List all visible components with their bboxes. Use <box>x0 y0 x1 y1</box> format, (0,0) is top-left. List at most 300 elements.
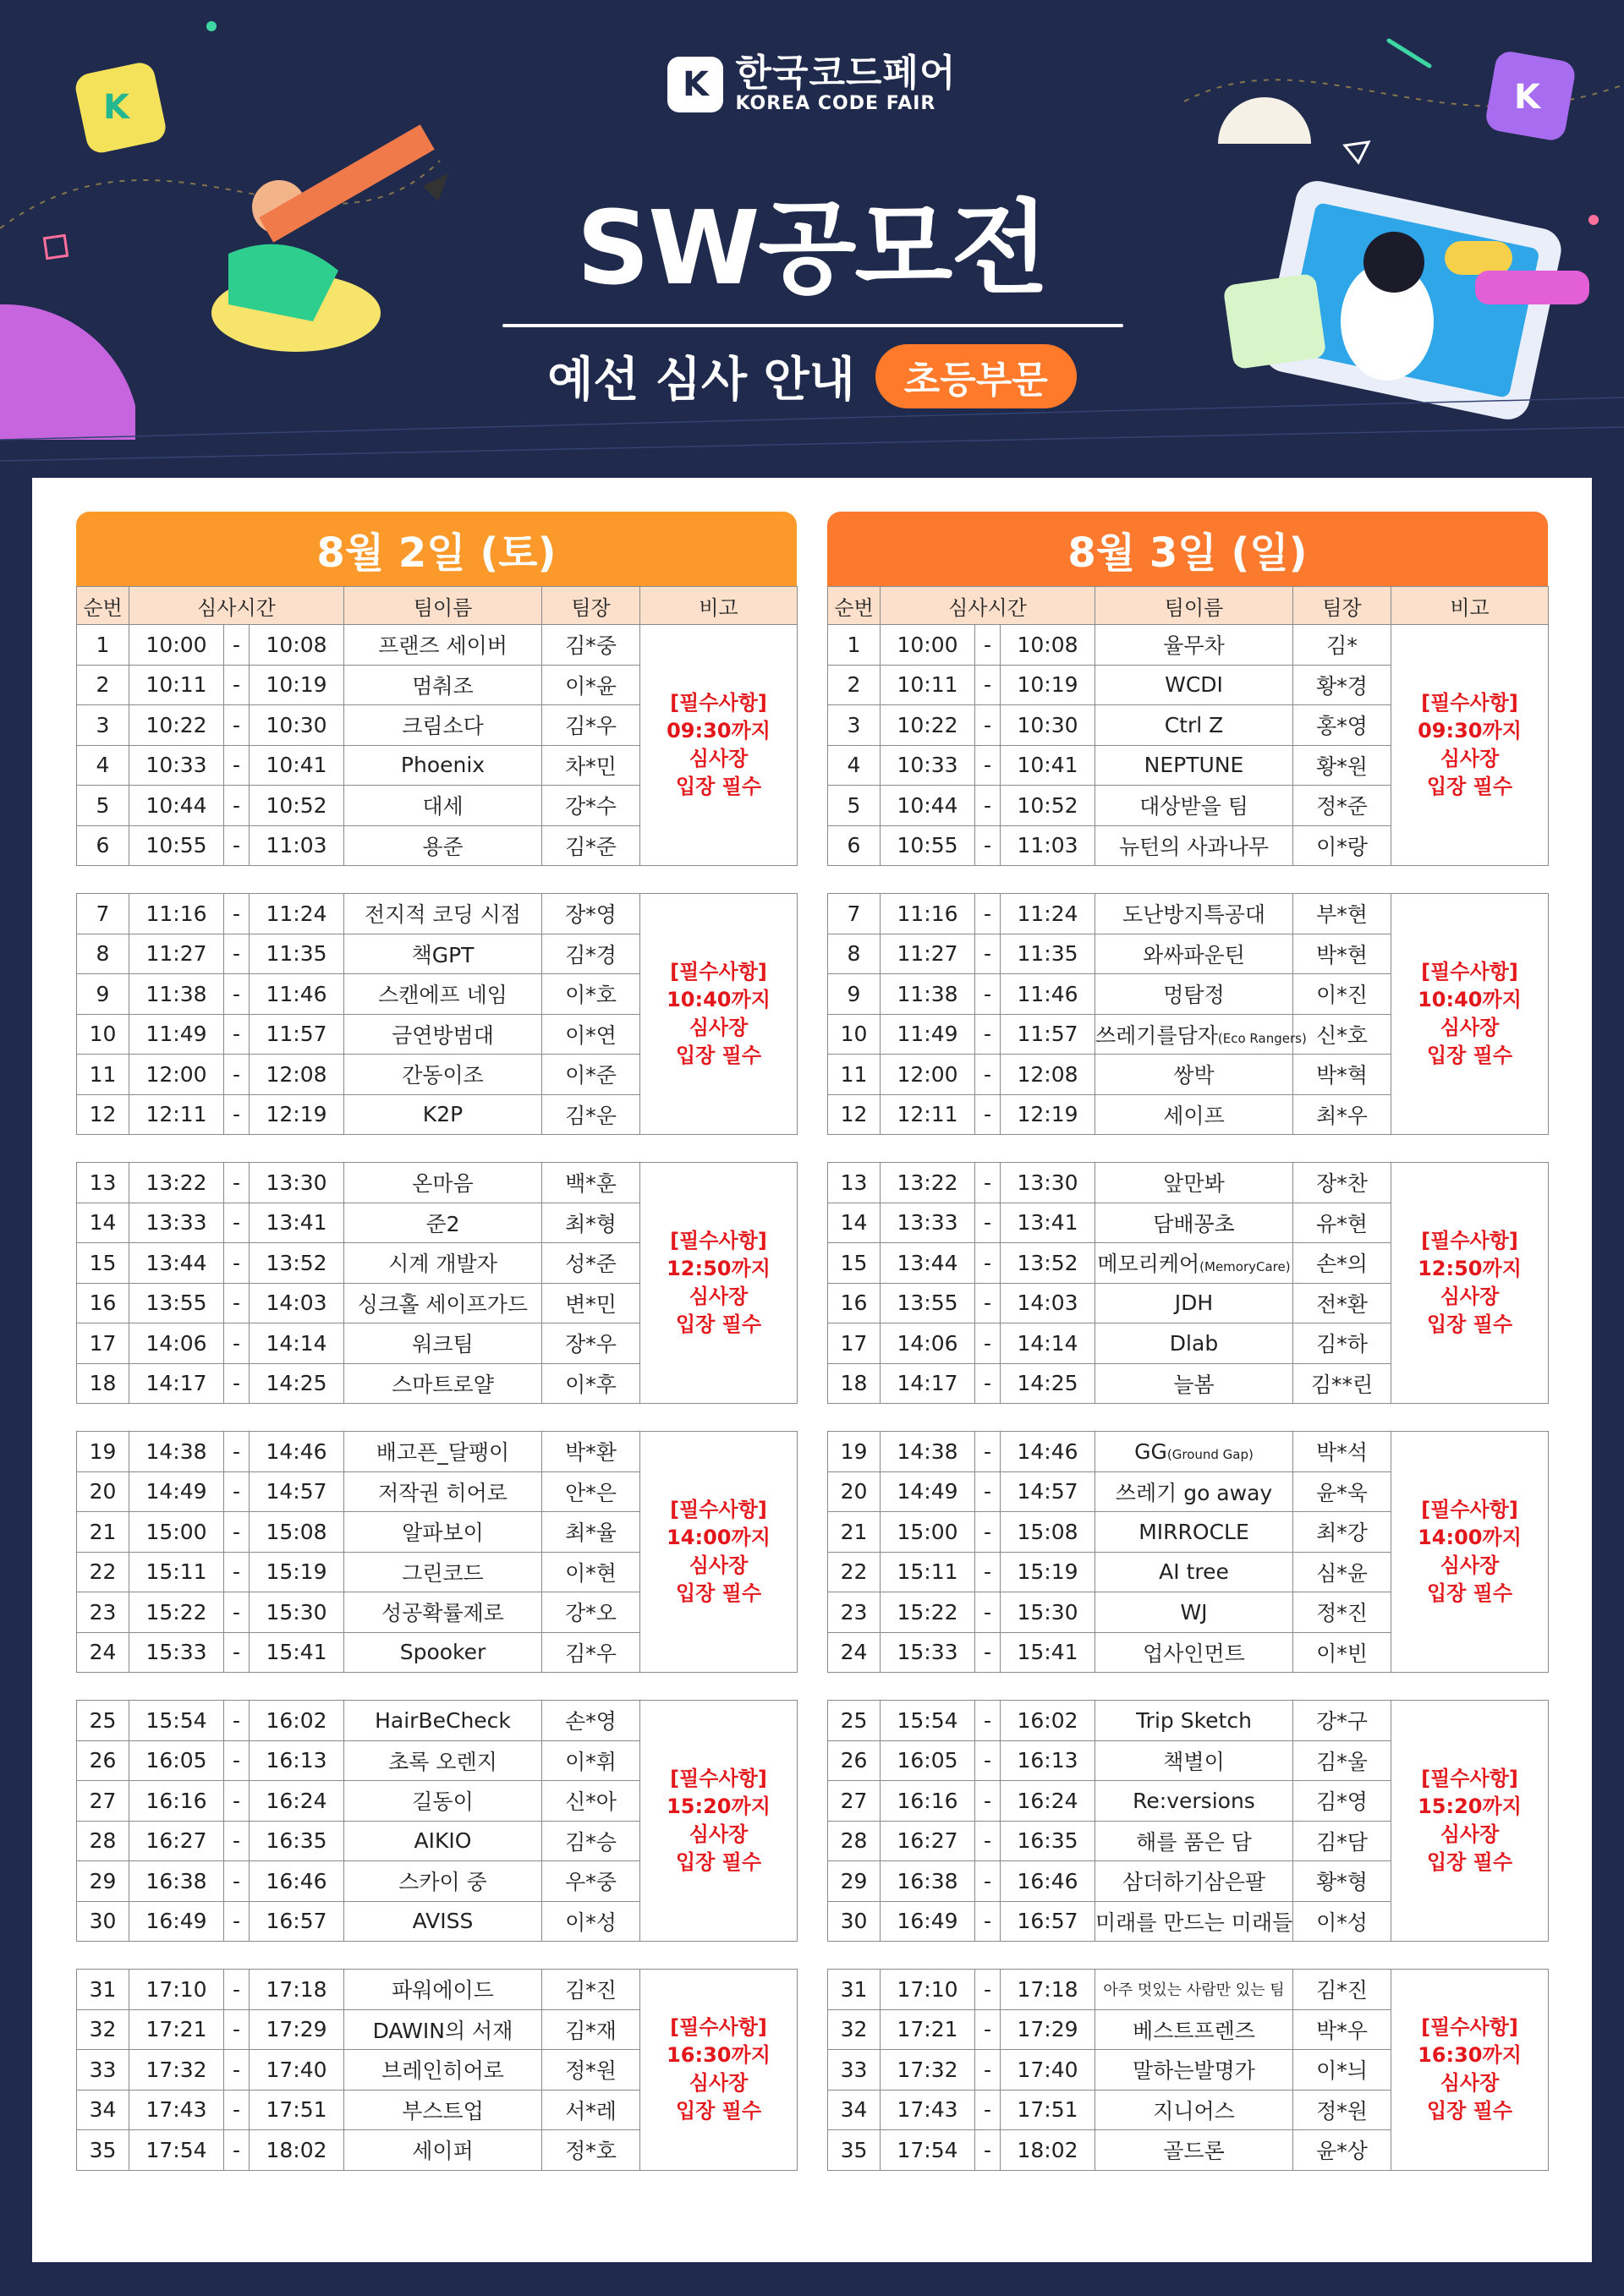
entry-notice-line: [필수사항] <box>670 1498 767 1521</box>
team-leader: 이*호 <box>542 974 640 1015</box>
time-separator: - <box>224 2050 250 2091</box>
table-row <box>77 1432 798 1472</box>
team-name-text: 담배꽁초 <box>1153 1211 1235 1236</box>
team-name <box>1095 1163 1293 1203</box>
team-name-text: 쓰레기를담자 <box>1095 1022 1218 1048</box>
time-separator: - <box>224 1970 250 2010</box>
group-spacer <box>77 1135 798 1163</box>
team-name <box>1095 1014 1307 1055</box>
team-name-text: 책GPT <box>411 942 475 967</box>
column-header-time: 심사시간 <box>129 587 344 625</box>
time-separator: - <box>224 1552 250 1592</box>
order-number: 30 <box>828 1901 881 1942</box>
time-separator: - <box>975 1632 1001 1673</box>
order-number: 27 <box>77 1781 129 1822</box>
time-separator: - <box>975 1055 1001 1095</box>
team-name-text: Spooker <box>399 1640 486 1665</box>
time-separator: - <box>975 1512 1001 1553</box>
order-number: 26 <box>77 1740 129 1781</box>
team-name-text: 대상받을 팀 <box>1139 794 1248 819</box>
team-name <box>344 1323 542 1364</box>
order-number: 4 <box>77 745 129 786</box>
korea-code-fair-logo <box>0 54 1624 114</box>
order-number: 31 <box>77 1970 129 2010</box>
team-name <box>1095 2130 1293 2171</box>
team-name-text: 멍탐정 <box>1163 983 1225 1008</box>
team-leader: 이*랑 <box>1293 825 1391 866</box>
team-leader: 손*의 <box>1293 1243 1391 1284</box>
team-name <box>344 894 542 934</box>
end-time: 17:40 <box>1001 2050 1095 2091</box>
schedule-table <box>827 586 1549 2171</box>
start-time: 14:17 <box>881 1363 975 1404</box>
logo-english-text: KOREA CODE FAIR <box>735 93 936 114</box>
end-time: 11:24 <box>250 894 344 934</box>
time-separator: - <box>975 1243 1001 1284</box>
time-separator: - <box>975 1014 1001 1055</box>
end-time: 16:02 <box>1001 1701 1095 1741</box>
team-name-text: 용준 <box>422 834 464 859</box>
time-separator: - <box>975 745 1001 786</box>
order-number: 4 <box>828 745 881 786</box>
end-time: 15:30 <box>1001 1592 1095 1633</box>
team-name-text: 싱크홀 세이프가드 <box>357 1291 529 1317</box>
end-time: 11:46 <box>1001 974 1095 1015</box>
time-separator: - <box>224 974 250 1015</box>
group-spacer <box>77 1942 798 1970</box>
team-leader: 장*찬 <box>1293 1163 1391 1203</box>
team-leader: 이*성 <box>1293 1901 1391 1942</box>
team-leader: 최*형 <box>542 1203 640 1243</box>
team-name <box>1095 1970 1293 2010</box>
order-number: 35 <box>828 2130 881 2171</box>
table-row <box>828 1701 1549 1741</box>
start-time: 15:11 <box>129 1552 224 1592</box>
team-leader: 박*혁 <box>1293 1055 1391 1095</box>
start-time: 16:27 <box>129 1821 224 1861</box>
entry-notice <box>640 625 798 866</box>
start-time: 10:55 <box>129 825 224 866</box>
entry-notice <box>1391 1432 1549 1673</box>
team-leader: 김*영 <box>1293 1781 1391 1822</box>
team-leader: 강*오 <box>542 1592 640 1633</box>
team-leader: 김*우 <box>542 705 640 746</box>
group-spacer <box>77 1404 798 1432</box>
team-name <box>344 2130 542 2171</box>
start-time: 10:00 <box>129 625 224 666</box>
end-time: 10:19 <box>1001 665 1095 705</box>
end-time: 12:19 <box>250 1094 344 1135</box>
end-time: 15:41 <box>1001 1632 1095 1673</box>
start-time: 15:33 <box>881 1632 975 1673</box>
team-leader: 박*우 <box>1293 2009 1391 2050</box>
start-time: 13:22 <box>881 1163 975 1203</box>
team-name-text: 쓰레기 go away <box>1115 1480 1273 1505</box>
entry-notice-line: [필수사항] <box>670 2015 767 2040</box>
team-leader: 강*수 <box>542 786 640 826</box>
table-row <box>828 1970 1549 2010</box>
team-name-text: 미래를 만드는 미래들 <box>1095 1910 1293 1935</box>
table-row <box>828 1163 1549 1203</box>
team-leader: 서*레 <box>542 2090 640 2130</box>
start-time: 10:44 <box>881 786 975 826</box>
end-time: 18:02 <box>250 2130 344 2171</box>
end-time: 14:25 <box>250 1363 344 1404</box>
group-spacer <box>828 1404 1549 1432</box>
team-name <box>344 2009 542 2050</box>
team-leader: 김*운 <box>542 1094 640 1135</box>
start-time: 11:16 <box>881 894 975 934</box>
order-number: 16 <box>77 1283 129 1323</box>
time-separator: - <box>975 1592 1001 1633</box>
entry-notice-line: [필수사항] <box>670 1229 767 1252</box>
team-name-text: 그린코드 <box>402 1560 484 1586</box>
time-separator: - <box>975 665 1001 705</box>
end-time: 15:30 <box>250 1592 344 1633</box>
order-number: 13 <box>828 1163 881 1203</box>
start-time: 13:55 <box>129 1283 224 1323</box>
team-name-text: K2P <box>422 1102 464 1127</box>
team-name <box>1095 1243 1293 1284</box>
start-time: 17:32 <box>129 2050 224 2091</box>
order-number: 9 <box>77 974 129 1015</box>
team-leader: 황*원 <box>1293 745 1391 786</box>
team-name <box>1095 1323 1293 1364</box>
time-separator: - <box>975 1861 1001 1902</box>
team-name-text: 배고픈_달팽이 <box>376 1440 510 1466</box>
team-name <box>1095 1592 1293 1633</box>
time-separator: - <box>224 894 250 934</box>
start-time: 13:44 <box>881 1243 975 1284</box>
team-leader: 이*진 <box>1293 974 1391 1015</box>
start-time: 13:22 <box>129 1163 224 1203</box>
entry-notice-line: 입장 필수 <box>675 775 762 798</box>
entry-notice-line: 입장 필수 <box>1426 1581 1513 1605</box>
entry-notice <box>1391 1701 1549 1942</box>
team-leader: 김*담 <box>1293 1821 1391 1861</box>
team-leader: 최*우 <box>1293 1094 1391 1135</box>
end-time: 10:19 <box>250 665 344 705</box>
start-time: 12:11 <box>129 1094 224 1135</box>
team-name-text: GG <box>1134 1438 1167 1464</box>
team-name-text: HairBeCheck <box>375 1707 511 1733</box>
team-name <box>1095 1055 1293 1095</box>
time-separator: - <box>975 1781 1001 1822</box>
team-leader: 김*진 <box>542 1970 640 2010</box>
order-number: 12 <box>77 1094 129 1135</box>
entry-notice-line: 10:40까지 <box>667 988 771 1011</box>
end-time: 10:08 <box>250 625 344 666</box>
column-header-no: 순번 <box>828 587 881 625</box>
order-number: 11 <box>828 1055 881 1095</box>
order-number: 23 <box>828 1592 881 1633</box>
time-separator: - <box>975 1471 1001 1512</box>
start-time: 16:27 <box>881 1821 975 1861</box>
team-name-text: 늘봄 <box>1173 1372 1215 1397</box>
end-time: 17:51 <box>250 2090 344 2130</box>
start-time: 14:49 <box>129 1471 224 1512</box>
entry-notice-line: 심사장 <box>1440 1553 1500 1577</box>
order-number: 5 <box>828 786 881 826</box>
team-name-text: 파워에이드 <box>392 1978 494 2003</box>
team-leader: 이*성 <box>542 1901 640 1942</box>
time-separator: - <box>975 1901 1001 1942</box>
team-name-text: 부스트업 <box>402 2098 484 2123</box>
time-separator: - <box>224 1740 250 1781</box>
team-name <box>1095 1781 1293 1822</box>
team-leader: 이*윤 <box>542 665 640 705</box>
team-name-text: 앞만봐 <box>1163 1171 1225 1197</box>
order-number: 20 <box>77 1471 129 1512</box>
end-time: 16:24 <box>1001 1781 1095 1822</box>
start-time: 12:11 <box>881 1094 975 1135</box>
start-time: 11:27 <box>881 934 975 974</box>
time-separator: - <box>224 1701 250 1741</box>
order-number: 19 <box>828 1432 881 1472</box>
start-time: 11:27 <box>129 934 224 974</box>
time-separator: - <box>975 1363 1001 1404</box>
start-time: 10:22 <box>129 705 224 746</box>
order-number: 21 <box>77 1512 129 1553</box>
end-time: 18:02 <box>1001 2130 1095 2171</box>
entry-notice <box>640 1701 798 1942</box>
order-number: 9 <box>828 974 881 1015</box>
division-badge: 초등부문 <box>875 344 1077 408</box>
end-time: 14:46 <box>1001 1432 1095 1472</box>
order-number: 6 <box>828 825 881 866</box>
team-name-text: 스카이 중 <box>398 1870 487 1895</box>
team-name-text: 준2 <box>425 1211 460 1236</box>
day-2-schedule <box>827 512 1548 2171</box>
order-number: 2 <box>828 665 881 705</box>
team-name <box>344 825 542 866</box>
order-number: 29 <box>828 1861 881 1902</box>
start-time: 14:17 <box>129 1363 224 1404</box>
team-name-text: 전지적 코딩 시점 <box>365 902 521 928</box>
start-time: 13:55 <box>881 1283 975 1323</box>
entry-notice-line: 심사장 <box>1440 2071 1500 2096</box>
team-name <box>1095 1701 1293 1741</box>
table-row <box>77 625 798 666</box>
order-number: 35 <box>77 2130 129 2171</box>
team-leader: 박*현 <box>1293 934 1391 974</box>
team-name <box>1095 1432 1293 1472</box>
time-separator: - <box>975 1970 1001 2010</box>
team-name-text: 율무차 <box>1163 633 1225 659</box>
team-name-text: 알파보이 <box>402 1521 484 1546</box>
entry-notice-line: 입장 필수 <box>1426 2099 1513 2123</box>
column-header-team: 팀이름 <box>1095 587 1293 625</box>
team-leader: 김*진 <box>1293 1970 1391 2010</box>
entry-notice-line: 12:50까지 <box>667 1257 771 1280</box>
entry-notice <box>640 1163 798 1404</box>
time-separator: - <box>975 2130 1001 2171</box>
end-time: 14:46 <box>250 1432 344 1472</box>
team-name-text: 지니어스 <box>1153 2098 1235 2123</box>
order-number: 15 <box>77 1243 129 1284</box>
time-separator: - <box>975 1552 1001 1592</box>
order-number: 13 <box>77 1163 129 1203</box>
team-leader: 안*은 <box>542 1471 640 1512</box>
time-separator: - <box>224 1055 250 1095</box>
end-time: 11:03 <box>250 825 344 866</box>
entry-notice-line: [필수사항] <box>1421 691 1518 715</box>
team-name-subtitle: (Eco Rangers) <box>1217 1030 1307 1046</box>
time-separator: - <box>224 1512 250 1553</box>
team-leader: 홍*영 <box>1293 705 1391 746</box>
end-time: 10:30 <box>250 705 344 746</box>
team-leader: 정*진 <box>1293 1592 1391 1633</box>
group-spacer <box>828 1135 1549 1163</box>
start-time: 14:38 <box>881 1432 975 1472</box>
start-time: 16:16 <box>881 1781 975 1822</box>
time-separator: - <box>224 1861 250 1902</box>
team-name <box>1095 1740 1293 1781</box>
group-spacer <box>77 866 798 894</box>
team-name-text: Trip Sketch <box>1136 1707 1252 1733</box>
team-leader: 이*연 <box>542 1014 640 1055</box>
team-name-text: Dlab <box>1169 1330 1219 1356</box>
entry-notice-line: 입장 필수 <box>675 2099 762 2123</box>
time-separator: - <box>224 825 250 866</box>
entry-notice-line: [필수사항] <box>670 1767 767 1790</box>
order-number: 2 <box>77 665 129 705</box>
entry-notice-line: 14:00까지 <box>1418 1526 1522 1549</box>
end-time: 17:29 <box>1001 2009 1095 2050</box>
start-time: 14:06 <box>881 1323 975 1364</box>
time-separator: - <box>975 894 1001 934</box>
start-time: 16:38 <box>129 1861 224 1902</box>
end-time: 15:08 <box>1001 1512 1095 1553</box>
start-time: 16:05 <box>129 1740 224 1781</box>
start-time: 12:00 <box>881 1055 975 1095</box>
time-separator: - <box>224 1163 250 1203</box>
time-separator: - <box>224 1821 250 1861</box>
end-time: 14:25 <box>1001 1363 1095 1404</box>
team-leader: 이*빈 <box>1293 1632 1391 1673</box>
order-number: 22 <box>77 1552 129 1592</box>
team-leader: 유*현 <box>1293 1203 1391 1243</box>
team-leader: 백*훈 <box>542 1163 640 1203</box>
order-number: 12 <box>828 1094 881 1135</box>
order-number: 28 <box>828 1821 881 1861</box>
team-name <box>344 1821 542 1861</box>
start-time: 13:44 <box>129 1243 224 1284</box>
team-name <box>1095 745 1293 786</box>
start-time: 10:44 <box>129 786 224 826</box>
start-time: 15:33 <box>129 1632 224 1673</box>
team-leader: 윤*욱 <box>1293 1471 1391 1512</box>
end-time: 16:13 <box>250 1740 344 1781</box>
start-time: 17:43 <box>129 2090 224 2130</box>
team-name <box>1095 1632 1293 1673</box>
team-leader: 이*후 <box>542 1363 640 1404</box>
order-number: 34 <box>828 2090 881 2130</box>
team-leader: 장*영 <box>542 894 640 934</box>
time-separator: - <box>975 1203 1001 1243</box>
order-number: 16 <box>828 1283 881 1323</box>
team-name-text: 말하는발명가 <box>1133 2058 1255 2084</box>
end-time: 12:08 <box>1001 1055 1095 1095</box>
time-separator: - <box>975 825 1001 866</box>
column-header-leader: 팀장 <box>542 587 640 625</box>
team-name <box>344 745 542 786</box>
team-leader: 우*중 <box>542 1861 640 1902</box>
entry-notice-line: 심사장 <box>1440 1285 1500 1308</box>
start-time: 17:10 <box>881 1970 975 2010</box>
schedule-table <box>76 586 798 2171</box>
team-name-text: 성공확률제로 <box>381 1601 504 1626</box>
start-time: 12:00 <box>129 1055 224 1095</box>
time-separator: - <box>975 1701 1001 1741</box>
order-number: 7 <box>77 894 129 934</box>
team-name-text: 메모리케어 <box>1097 1252 1200 1277</box>
start-time: 17:10 <box>129 1970 224 2010</box>
time-separator: - <box>975 2090 1001 2130</box>
team-leader: 박*환 <box>542 1432 640 1472</box>
team-name-text: 저작권 히어로 <box>378 1480 508 1505</box>
team-leader: 황*경 <box>1293 665 1391 705</box>
team-name-text: Re:versions <box>1133 1788 1255 1813</box>
team-name <box>344 974 542 1015</box>
end-time: 15:19 <box>1001 1552 1095 1592</box>
team-name <box>344 934 542 974</box>
entry-notice-line: 심사장 <box>1440 1016 1500 1039</box>
column-header-leader: 팀장 <box>1293 587 1391 625</box>
end-time: 12:08 <box>250 1055 344 1095</box>
team-name <box>1095 2009 1293 2050</box>
team-leader: 김*재 <box>542 2009 640 2050</box>
entry-notice <box>1391 894 1549 1135</box>
team-leader: 신*호 <box>1293 1014 1391 1055</box>
time-separator: - <box>975 1323 1001 1364</box>
team-leader: 최*강 <box>1293 1512 1391 1553</box>
logo-mark-icon: K <box>667 57 723 112</box>
entry-notice-line: 심사장 <box>689 747 749 770</box>
order-number: 10 <box>77 1014 129 1055</box>
time-separator: - <box>224 745 250 786</box>
end-time: 16:02 <box>250 1701 344 1741</box>
team-name <box>1095 2090 1293 2130</box>
end-time: 16:46 <box>1001 1861 1095 1902</box>
order-number: 17 <box>828 1323 881 1364</box>
team-leader: 김*울 <box>1293 1740 1391 1781</box>
team-name-text: 온마음 <box>412 1171 474 1197</box>
team-name <box>344 1203 542 1243</box>
order-number: 33 <box>828 2050 881 2091</box>
time-separator: - <box>975 2009 1001 2050</box>
start-time: 10:22 <box>881 705 975 746</box>
end-time: 14:14 <box>1001 1323 1095 1364</box>
start-time: 11:38 <box>129 974 224 1015</box>
team-name <box>344 1701 542 1741</box>
order-number: 1 <box>828 625 881 666</box>
team-name-text: 금연방범대 <box>392 1022 494 1048</box>
time-separator: - <box>975 1163 1001 1203</box>
order-number: 1 <box>77 625 129 666</box>
page-title: SW공모전 <box>576 190 1048 308</box>
end-time: 10:41 <box>250 745 344 786</box>
entry-notice-line: [필수사항] <box>1421 2015 1518 2040</box>
team-name <box>344 1781 542 1822</box>
day-header: 8월 2일 (토) <box>76 512 797 586</box>
team-name <box>1095 1861 1293 1902</box>
team-name <box>344 1014 542 1055</box>
time-separator: - <box>975 705 1001 746</box>
time-separator: - <box>224 1243 250 1284</box>
end-time: 16:46 <box>250 1861 344 1902</box>
team-leader: 김*승 <box>542 1821 640 1861</box>
